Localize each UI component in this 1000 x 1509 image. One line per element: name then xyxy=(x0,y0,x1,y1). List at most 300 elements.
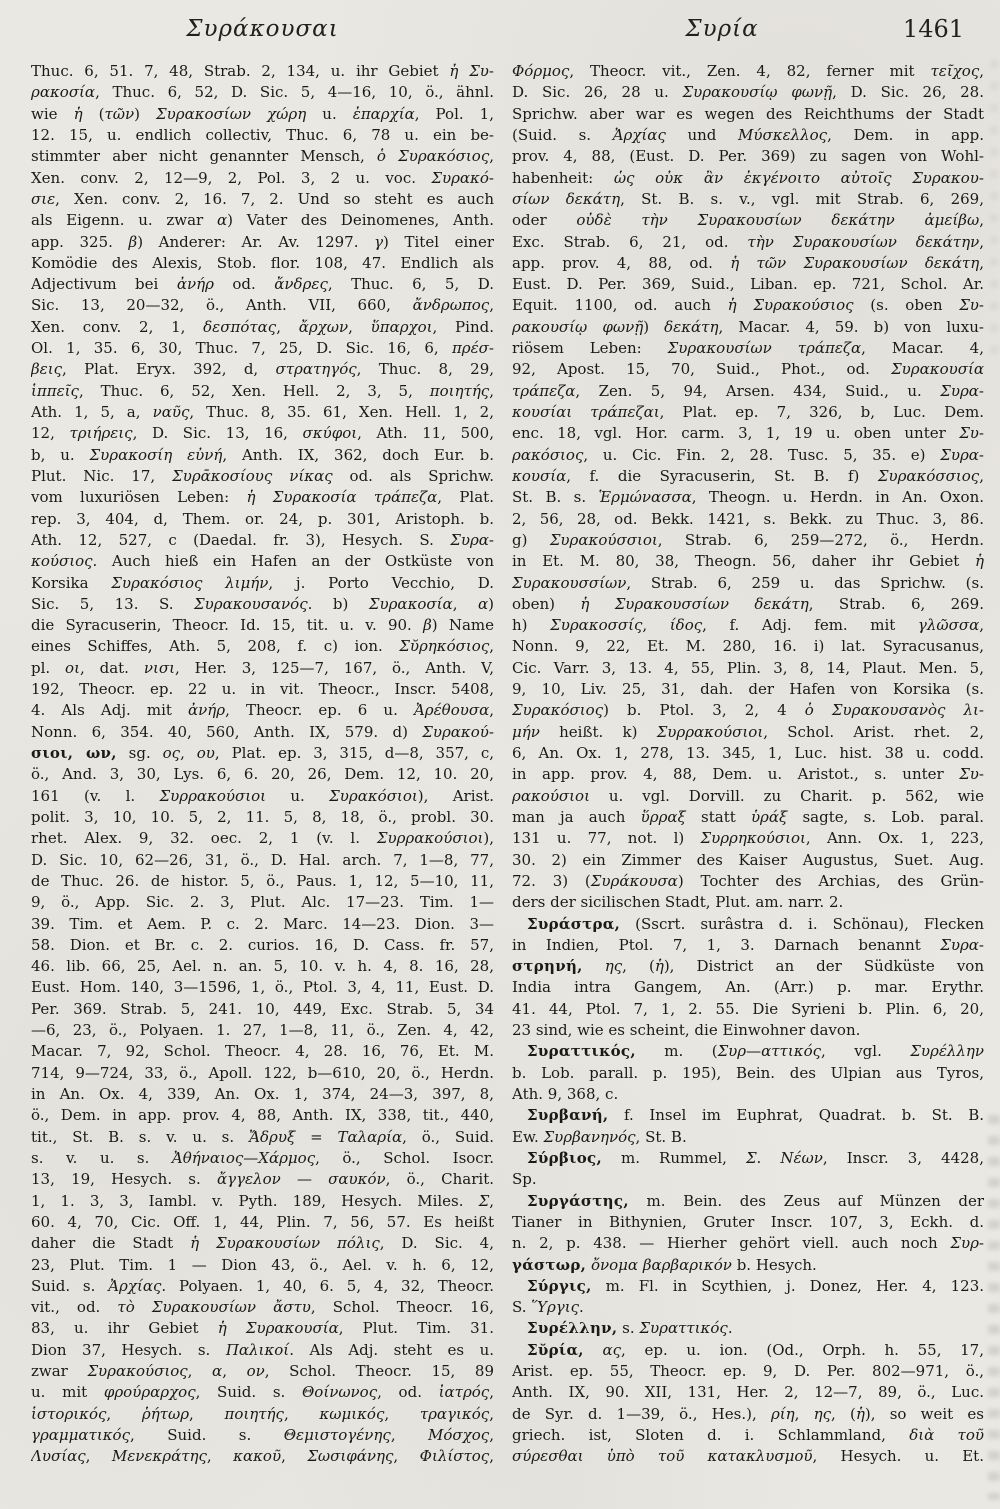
text-line: daher die Stadt ἡ Συρακουσίων πόλις, D. Sic. 4, xyxy=(31,1234,494,1253)
greek-text-run: ον xyxy=(246,1362,265,1381)
text-line: wie ἡ (τῶν) Συρακοσίων χώρη u. ἐπαρχία, Pol. 1, xyxy=(31,104,494,123)
text-line: Sic. 13, 20—32, ö., Anth. VII, 660, ἄνδρωπος, xyxy=(31,296,494,315)
greek-text-run: κακοῦ xyxy=(233,1447,282,1466)
text-line: 6, An. Ox. 1, 278, 13. 345, 1, Luc. hist. 38 u. codd. xyxy=(512,744,984,762)
entry-headword: Σύργις, xyxy=(527,1276,592,1295)
text-line: als Eigenn. u. zwar α) Vater des Deinomenes, Anth. xyxy=(31,211,494,230)
text-line: 23, Plut. Tim. 1 — Dion 43, ö., Ael. v. h. 6, 12, xyxy=(31,1255,494,1274)
greek-text-run: ἐκγένοιτο xyxy=(743,168,820,187)
greek-text-run: μήν xyxy=(512,722,540,741)
text-line: 41. 44, Ptol. 7, 1, 2. 55. Die Syrieni b. Plin. 6, 20, xyxy=(512,999,984,1018)
text-line: γάστωρ, ὄνομα βαρβαρικόν b. Hesych. xyxy=(512,1255,817,1274)
greek-text-run: Ὕργις xyxy=(531,1298,580,1317)
greek-text-run: ἡ xyxy=(73,104,83,123)
greek-text-run: Συρακού xyxy=(422,722,489,741)
greek-text-run: Σύρβιος xyxy=(527,1148,597,1167)
greek-text-run: δεκάτη xyxy=(565,189,621,208)
greek-text-run: ἡ xyxy=(654,957,664,976)
greek-text-run: α xyxy=(212,1362,223,1381)
text-line: Exc. Strab. 6, 21, od. τὴν Συρακουσίων δεκάτην, xyxy=(512,232,984,251)
text-line: Sp. xyxy=(512,1170,537,1189)
greek-text-run: βεις xyxy=(31,360,63,379)
greek-text-run: λι xyxy=(963,701,979,720)
greek-text-run: Συ xyxy=(959,765,979,784)
greek-text-run: ὡς xyxy=(613,168,635,187)
text-line: 30. 2) ein Zimmer des Kaiser Augustus, Suet. Aug. xyxy=(512,850,984,869)
greek-text-run: τράπεζαι xyxy=(590,403,660,421)
text-line: rep. 3, 404, d, Them. or. 24, p. 301, Aristoph. b. xyxy=(31,509,494,528)
text-line: βεις, Plat. Eryx. 392, d, στρατηγός, Thuc. 8, 29, xyxy=(31,360,494,379)
text-line: 12. 15, u. endlich collectiv, Thuc. 6, 78 u. ein be- xyxy=(31,125,494,144)
greek-text-run: Συ xyxy=(469,62,489,80)
text-line: in Indien, Ptol. 7, 1, 3. Darnach benannt Συρα- xyxy=(512,935,984,954)
text-line: riösem Leben: Συρακουσίων τράπεζα, Macar. 4, xyxy=(512,339,984,358)
entry-headword: Συργάστης, xyxy=(527,1191,629,1210)
text-line: s. v. u. s. Ἀθήναιος—Χάρμος, ö., Schol. Isocr. xyxy=(31,1148,494,1167)
greek-text-run: τὴν xyxy=(747,232,774,251)
greek-text-run: Συρακουσίων xyxy=(697,211,802,230)
greek-text-run: δεκάτην xyxy=(915,232,980,251)
greek-text-run: στρατηγός xyxy=(275,360,357,379)
greek-text-run: πόλις xyxy=(337,1234,380,1253)
greek-text-run: Φόρμος xyxy=(512,62,570,80)
entry-headword: σιοι, ων, xyxy=(31,744,117,762)
text-line: Tianer in Bithynien, Gruter Inscr. 107, 3, Eckh. d. xyxy=(512,1212,984,1231)
greek-text-run: β xyxy=(128,232,138,251)
text-line: Thuc. 6, 51. 7, 48, Strab. 2, 134, u. ihr Gebiet ἡ Συ- xyxy=(31,62,494,80)
greek-text-run: Συρα xyxy=(450,530,489,549)
greek-text-run: Συ xyxy=(959,296,979,315)
text-line: Λυσίας, Μενεκράτης, κακοῦ, Σωσιφάνης, Φιλίστος, xyxy=(31,1447,494,1466)
greek-text-run: τὸ xyxy=(117,1298,135,1317)
greek-text-run: σιε xyxy=(31,189,56,208)
greek-text-run: γάστωρ xyxy=(512,1255,581,1274)
text-line: D. Sic. 10, 62—26, 31, ö., D. Hal. arch. 7, 1—8, 77, xyxy=(31,850,494,869)
text-line: Xen. conv. 2, 12—9, 2, Pol. 3, 2 u. voc. Συρακό- xyxy=(31,168,494,187)
greek-text-run: ρακουσίῳ xyxy=(512,317,588,336)
text-line: Ath. 12, 527, c (Daedal. fr. 3), Hesych. S. Συρα- xyxy=(31,530,494,549)
text-line: vom luxuriösen Leben: ἡ Συρακοσία τράπεζα, Plat. xyxy=(31,488,494,507)
text-line: Ol. 1, 35. 6, 30, Thuc. 7, 25, D. Sic. 16, 6, πρέσ- xyxy=(31,339,494,358)
greek-text-run: Ἄδρυξ xyxy=(249,1127,296,1146)
text-line: Nonn. 9, 22, Et. M. 280, 16. i) lat. Syracusanus, xyxy=(512,637,984,656)
running-head-right: Συρία xyxy=(685,16,759,42)
text-line: 1, 1. 3, 3, Iambl. v. Pyth. 189, Hesych. Miles. Σ, xyxy=(31,1191,494,1210)
greek-text-run: Συρακοσία xyxy=(368,594,453,613)
greek-text-run: ἡ xyxy=(217,1319,227,1338)
greek-text-run: Φιλίστος xyxy=(419,1447,490,1466)
text-line: habenheit: ὡς οὐκ ἂν ἐκγένοιτο αὐτοῖς Συρακου- xyxy=(512,168,984,187)
text-line: oder οὐδὲ τὴν Συρακουσίων δεκάτην ἀμείβω, xyxy=(512,211,984,230)
greek-text-run: ος xyxy=(162,744,181,762)
text-line: Σῠρία, ας, ep. u. ion. (Od., Orph. h. 55, 17, xyxy=(527,1340,984,1359)
greek-text-run: σιοι xyxy=(31,744,68,762)
greek-text-run: Συρακουσανός xyxy=(194,594,308,613)
text-line: Συρακόσιος) b. Ptol. 3, 2, 4 ὁ Συρακουσανὸς λι- xyxy=(512,701,984,720)
text-line: tit., St. B. s. v. u. s. Ἄδρυξ = Ταλαρία, ö., Suid. xyxy=(31,1127,494,1146)
text-line: India intra Gangem, An. (Arr.) p. mar. Erythr. xyxy=(512,978,984,997)
greek-text-run: ὁ xyxy=(804,701,814,720)
text-line: ρακόσιος, u. Cic. Fin. 2, 28. Tusc. 5, 35. e) Συρα- xyxy=(512,445,984,464)
greek-text-run: τοῦ xyxy=(957,1426,984,1444)
greek-text-run: Σωσιφάνης xyxy=(307,1447,394,1466)
text-line: Anth. IX, 90. XII, 131, Her. 2, 12—7, 89, ö., Luc. xyxy=(512,1383,984,1402)
text-line: Per. 369. Strab. 5, 241. 10, 449, Exc. Strab. 5, 34 xyxy=(31,999,494,1018)
greek-text-run: κουσία xyxy=(512,466,567,485)
greek-text-run: Συρβανή xyxy=(527,1106,603,1125)
text-line: μήν heißt. k) Συρρακούσιοι, Schol. Arist. rhet. 2, xyxy=(512,722,984,741)
text-line: Suid. s. Ἀρχίας. Polyaen. 1, 40, 6. 5, 4, 32, Theocr. xyxy=(31,1276,494,1295)
greek-text-run: Ἀρχίας xyxy=(108,1276,162,1295)
greek-text-run: εὐνή xyxy=(187,445,223,464)
greek-text-run: ἡ xyxy=(727,296,737,315)
text-line: u. mit φρούραρχος, Suid. s. Θοίνωνος, od. ἰατρός, xyxy=(31,1383,494,1402)
text-line: Eust. Hom. 140, 3—1596, 1, ö., Ptol. 3, 4, 11, Eust. D. xyxy=(31,978,494,997)
text-line: 161 (v. l. Συρρακούσιοι u. Συρακόσιοι), Arist. xyxy=(31,786,494,805)
text-line: oben) ἡ Συρακουσσίων δεκάτη, Strab. 6, 269. xyxy=(512,594,984,613)
text-line: 192, Theocr. ep. 22 u. in vit. Theocr., Inscr. 5408, xyxy=(31,680,494,699)
greek-text-run: Συρακόσιος xyxy=(512,701,604,720)
text-line: 131 u. 77, not. l) Συρρηκούσιοι, Ann. Ox. 1, 223, xyxy=(512,829,984,848)
greek-text-run: ρακόσιος xyxy=(512,445,584,464)
greek-text-run: αττικός xyxy=(761,1042,822,1061)
greek-text-run: Συράστρα xyxy=(527,914,615,933)
entry-headword: Συρβανή, xyxy=(527,1106,609,1125)
greek-text-run: κουσίαι xyxy=(512,403,573,421)
column-left xyxy=(31,61,494,1468)
text-line: κούσιος. Auch hieß ein Hafen an der Ostküste von xyxy=(31,552,494,571)
text-line: (Suid. s. Ἀρχίας und Μύσκελλος, Dem. in app. xyxy=(512,125,984,144)
greek-text-run: Σῠρία xyxy=(527,1340,579,1359)
text-line: ö., And. 3, 30, Lys. 6, 6. 20, 26, Dem. 12, 10. 20, xyxy=(31,765,494,784)
greek-text-run: ου xyxy=(196,744,215,762)
text-line: Ath. 1, 5, a, ναῦς, Thuc. 8, 35. 61, Xen. Hell. 1, 2, xyxy=(31,403,494,421)
greek-text-run: Συρρηκούσιοι xyxy=(700,829,806,848)
greek-text-run: Συρακούσσιοι xyxy=(549,530,658,549)
greek-text-run: ἄστυ xyxy=(273,1298,311,1317)
text-line: στρηνή, ης, (ἡ), District an der Südküste von xyxy=(512,957,984,976)
text-line: eines Schiffes, Ath. 5, 208, f. c) ion. Σῠρηκόσιος, xyxy=(31,637,494,656)
greek-text-run: Συρακοσσίς xyxy=(550,616,643,635)
greek-text-run: ρακοσία xyxy=(31,83,96,102)
text-line: 46. lib. 66, 25, Ael. n. an. 5, 10. v. h. 4, 8. 16, 28, xyxy=(31,957,494,976)
entry-headword: γάστωρ, xyxy=(512,1255,587,1274)
greek-text-run: Συρα xyxy=(940,445,979,464)
greek-text-run: Ἀρχίας xyxy=(612,125,666,144)
greek-text-run: δεκάτη xyxy=(924,253,980,272)
greek-text-run: νίκας xyxy=(289,466,333,485)
greek-text-run: Ταλαρία xyxy=(337,1127,403,1146)
greek-text-run: Συρακουσίων xyxy=(151,1298,256,1317)
text-line: σιε, Xen. conv. 2, 16. 7, 2. Und so steht es auch xyxy=(31,189,494,208)
text-line: Cic. Varr. 3, 13. 4, 55, Plin. 3, 8, 14, Plaut. Men. 5, xyxy=(512,658,984,677)
greek-text-run: α xyxy=(477,594,489,613)
text-line: D. Sic. 26, 28 u. Συρακουσίῳ φωνῇ, D. Sic. 26, 28. xyxy=(512,83,984,102)
greek-text-run: ἐπαρχία xyxy=(352,104,415,123)
text-line: zwar Συρακούσιος, α, ον, Schol. Theocr. 15, 89 xyxy=(31,1362,494,1381)
text-line: 9, 10, Liv. 25, 31, dah. der Hafen von Korsika (s. xyxy=(512,680,984,699)
text-line: ders der sicilischen Stadt, Plut. am. narr. 2. xyxy=(512,893,844,912)
greek-text-run: ἂν xyxy=(703,168,724,187)
greek-text-run: ὄνομα xyxy=(590,1255,639,1274)
page-number: 1461 xyxy=(902,15,964,43)
greek-text-run: ὕρραξ xyxy=(640,807,686,826)
entry-headword: Συράστρα, xyxy=(527,914,621,933)
greek-text-run: νισι xyxy=(143,658,175,677)
greek-text-run: κωμικός xyxy=(319,1404,385,1423)
text-line: 23 sind, wie es scheint, die Einwohner davon. xyxy=(512,1021,861,1040)
text-line: κουσία, f. die Syracuserin, St. B. f) Συρακόσσιος, xyxy=(512,466,984,485)
text-line: enc. 18, vgl. Hor. carm. 3, 1, 19 u. oben unter Συ- xyxy=(512,424,984,443)
text-line: ρακοσία, Thuc. 6, 52, D. Sic. 5, 4—16, 10, ö., ähnl. xyxy=(31,83,494,102)
greek-text-run: Ἑρμώνασσα xyxy=(598,488,692,507)
text-line: 714, 9—724, 33, ö., Apoll. 122, b—610, 20, ö., Herdn. xyxy=(31,1063,494,1082)
greek-text-run: Σῠρηκόσιος xyxy=(399,637,490,656)
text-line: app. 325. β) Anderer: Ar. Av. 1297. γ) Titel einer xyxy=(31,232,494,251)
greek-text-run: Θοίνωνος xyxy=(301,1383,378,1402)
greek-text-run: οὐδὲ xyxy=(576,211,612,230)
greek-text-run: Σύργις xyxy=(527,1276,587,1295)
text-line: S. Ὕργις. xyxy=(512,1298,584,1317)
greek-text-run: ἡ xyxy=(855,1404,865,1423)
text-line: Sic. 5, 13. S. Συρακουσανός. b) Συρακοσία, α) xyxy=(31,594,494,613)
greek-text-run: Συρέλλην xyxy=(910,1042,984,1061)
greek-text-run: φωνῇ xyxy=(602,317,644,336)
greek-text-run: Συρακουσία xyxy=(245,1319,339,1338)
greek-text-run: Συραττικός xyxy=(527,1042,631,1061)
text-line: man ja auch ὕρραξ statt ὑράξ sagte, s. Lob. paral. xyxy=(512,807,984,826)
greek-text-run: Σ xyxy=(478,1191,490,1210)
text-line: Plut. Nic. 17, Συρᾱκοσίους νίκας od. als Sprichw. xyxy=(31,466,494,485)
greek-text-run: ἱστορικός xyxy=(31,1404,107,1423)
greek-text-run: Συρακοσίη xyxy=(89,445,173,464)
scan-bleed-artifact xyxy=(988,1115,1000,1500)
text-line: σύρεσθαι ὑπὸ τοῦ κατακλυσμοῦ, Hesych. u. Et. xyxy=(512,1447,984,1466)
greek-text-run: Συρα xyxy=(940,935,979,954)
greek-text-run: οὐκ xyxy=(655,168,684,187)
text-line: Σύργις, m. Fl. in Scythien, j. Donez, Her. 4, 123. xyxy=(527,1276,984,1295)
greek-text-run: ρακούσιοι xyxy=(512,786,590,805)
greek-text-run: Συρακουσίων xyxy=(803,253,908,272)
greek-text-run: Συρ xyxy=(717,1042,747,1061)
text-line: Dion 37, Hesych. s. Παλικοί. Als Adj. steht es u. xyxy=(31,1340,494,1359)
entry-headword: Συραττικός, xyxy=(527,1042,636,1061)
greek-text-run: α xyxy=(216,211,228,230)
greek-text-run: ἰατρός xyxy=(438,1383,490,1402)
text-line: ἱστορικός, ῥήτωρ, ποιητής, κωμικός, τραγικός, xyxy=(31,1404,494,1423)
text-line: Equit. 1100, od. auch ἡ Συρακούσιος (s. oben Συ- xyxy=(512,296,984,315)
greek-text-run: ἄρχων xyxy=(298,317,349,336)
text-line: ö., Dem. in app. prov. 4, 88, Anth. IX, 338, tit., 440, xyxy=(31,1106,494,1125)
greek-text-run: ἄγγελον xyxy=(216,1170,281,1189)
text-line: 60. 4, 70, Cic. Off. 1, 44, Plin. 7, 56, 57. Es heißt xyxy=(31,1212,494,1231)
greek-text-run: Συρακουσίων xyxy=(792,232,897,251)
greek-text-run: τριήρεις xyxy=(69,424,133,443)
greek-text-run: ποιητής xyxy=(429,381,490,400)
entry-headword: Σῠρία, xyxy=(527,1340,584,1359)
greek-text-run: ῥήτωρ xyxy=(141,1404,190,1423)
greek-text-run: Συρακοσία xyxy=(272,488,357,507)
greek-text-run: ἡ xyxy=(730,253,740,272)
greek-text-run: ἄνδρες xyxy=(274,275,328,294)
greek-text-run: Συρακόσιος xyxy=(398,147,490,166)
text-line: de Syr. d. 1—39, ö., Hes.), ρίη, ης, (ἡ), so weit es xyxy=(512,1404,984,1423)
greek-text-run: ὑράξ xyxy=(750,807,788,826)
greek-text-run: ης xyxy=(604,957,623,976)
greek-text-run: Νέων xyxy=(780,1148,823,1167)
greek-text-run: σκύφοι xyxy=(302,424,358,443)
greek-text-run: ἱππεῖς xyxy=(31,381,79,400)
greek-text-run: χώρη xyxy=(267,104,307,123)
greek-text-run: κατακλυσμοῦ xyxy=(707,1447,813,1466)
greek-text-run: τῶν xyxy=(104,104,135,123)
text-line: n. 2, p. 438. — Hierher gehört viell. auch noch Συρ- xyxy=(512,1234,984,1253)
greek-text-run: Συράκουσα xyxy=(590,871,678,890)
greek-text-run: Συρακουσίῳ xyxy=(682,83,778,102)
greek-text-run: ποιητής xyxy=(224,1404,284,1423)
greek-text-run: Συρακου xyxy=(912,168,979,187)
greek-text-run: φωνῇ xyxy=(791,83,833,102)
column-right xyxy=(512,61,984,1468)
greek-text-run: Παλικοί xyxy=(225,1340,290,1359)
text-line: Συργάστης, m. Bein. des Zeus auf Münzen der xyxy=(527,1191,984,1210)
text-line: prov. 4, 88, (Eust. D. Per. 369) zu sagen von Wohl- xyxy=(512,147,984,166)
greek-text-run: τῶν xyxy=(756,253,787,272)
greek-text-run: Συρα xyxy=(940,381,979,400)
text-line: Ath. 9, 368, c. xyxy=(512,1085,619,1103)
greek-text-run: ης xyxy=(813,1404,832,1423)
greek-text-run: Θεμιστογένης xyxy=(283,1426,391,1444)
greek-text-run: Συρακόσιοι xyxy=(329,786,418,805)
text-line: Σύρβιος, m. Rummel, Σ. Νέων, Inscr. 3, 4428, xyxy=(527,1148,984,1167)
text-line: app. prov. 4, 88, od. ἡ τῶν Συρακουσίων δεκάτη, xyxy=(512,253,984,272)
greek-text-run: Συραττικός xyxy=(639,1319,728,1338)
greek-text-run: Συρακόσιος xyxy=(111,573,203,592)
text-line: 2, 56, 28, od. Bekk. 1421, s. Bekk. zu Thuc. 3, 86. xyxy=(512,509,984,528)
greek-text-run: σαυκόν xyxy=(328,1170,386,1189)
text-line: Eust. D. Per. 369, Suid., Liban. ep. 721, Schol. Ar. xyxy=(512,275,984,294)
greek-text-run: ίδος xyxy=(669,616,703,635)
greek-text-run: αὐτοῖς xyxy=(840,168,892,187)
greek-text-run: δεκάτην xyxy=(831,211,895,230)
text-line: Komödie des Alexis, Stob. flor. 108, 47. Endlich als xyxy=(31,253,494,272)
entry-headword: Συρέλλην, xyxy=(527,1319,618,1338)
text-line: pl. οι, dat. νισι, Her. 3, 125—7, 167, ö., Anth. V, xyxy=(31,658,494,677)
greek-text-run: Συρακουσίων xyxy=(667,339,772,358)
greek-text-run: Μενεκράτης xyxy=(111,1447,207,1466)
greek-text-run: ρίη xyxy=(770,1404,795,1423)
text-line: 12, τριήρεις, D. Sic. 13, 16, σκύφοι, Ath. 11, 500, xyxy=(31,424,494,443)
text-line: polit. 3, 10, 10. 5, 2, 11. 5, 8, 18, ö., probl. 30. xyxy=(31,807,494,826)
greek-text-run: Συρρακούσιοι xyxy=(159,786,267,805)
greek-text-run: Συρρακούσιοι xyxy=(656,722,764,741)
text-line: 58. Dion. et Br. c. 2. curios. 16, D. Cass. fr. 57, xyxy=(31,935,494,954)
greek-text-run: φρούραρχος xyxy=(103,1383,196,1402)
greek-text-run: Συρακό xyxy=(431,168,489,187)
greek-text-run: Σ xyxy=(745,1148,757,1167)
text-line: rhet. Alex. 9, 32. oec. 2, 1 (v. l. Συρρακούσιοι), xyxy=(31,829,494,848)
text-line: 83, u. ihr Gebiet ἡ Συρακουσία, Plut. Tim. 31. xyxy=(31,1319,494,1338)
greek-text-run: Συρ xyxy=(950,1234,979,1253)
text-line: b, u. Συρακοσίη εὐνή, Anth. IX, 362, doch Eur. b. xyxy=(31,445,494,464)
greek-text-run: πρέσ xyxy=(451,339,489,358)
greek-text-run: δεσπότας xyxy=(203,317,277,336)
text-line: σίων δεκάτη, St. B. s. v., vgl. mit Strab. 6, 269, xyxy=(512,189,984,208)
greek-text-run: τεῖχος xyxy=(930,62,980,80)
text-line: g) Συρακούσσιοι, Strab. 6, 259—272, ö., Herdn. xyxy=(512,530,984,549)
text-line: Adjectivum bei ἀνήρ od. ἄνδρες, Thuc. 6, 5, D. xyxy=(31,275,494,294)
greek-text-run: Συρβανηνός xyxy=(543,1127,636,1146)
scan-bleed-artifact xyxy=(990,60,998,360)
greek-text-run: γραμματικός xyxy=(31,1426,130,1444)
text-line: Φόρμος, Theocr. vit., Zen. 4, 82, ferner mit τεῖχος, xyxy=(512,62,984,80)
text-line: in An. Ox. 4, 339, An. Ox. 1, 374, 24—3, 397, 8, xyxy=(31,1085,494,1103)
greek-text-run: ων xyxy=(85,744,112,762)
entry-headword: Σύρβιος, xyxy=(527,1148,602,1167)
text-line: Συρέλλην, s. Συραττικός. xyxy=(527,1319,733,1338)
greek-text-run: ὁ xyxy=(376,147,386,166)
greek-text-run: ἀνήρ xyxy=(188,701,226,720)
greek-text-run: σύρεσθαι xyxy=(512,1447,584,1466)
text-line: Arist. ep. 55, Theocr. ep. 9, D. Per. 802—971, ö., xyxy=(512,1362,984,1381)
text-line: ρακουσίῳ φωνῇ) δεκάτη, Macar. 4, 59. b) von luxu- xyxy=(512,317,984,336)
greek-text-run: Συρακουσσίων xyxy=(512,573,627,592)
greek-text-run: τραγικός xyxy=(419,1404,490,1423)
greek-text-run: Συρακοσίων xyxy=(156,104,252,123)
greek-text-run: Συρακούσιος xyxy=(87,1362,188,1381)
greek-text-run: στρηνή xyxy=(512,957,578,976)
text-line: St. B. s. Ἑρμώνασσα, Theogn. u. Herdn. in An. Oxon. xyxy=(512,488,984,507)
greek-text-run: Ἀθήναιος xyxy=(171,1148,244,1167)
greek-text-run: τοῦ xyxy=(657,1447,685,1466)
text-line: ρακούσιοι u. vgl. Dorvill. zu Charit. p. 562, wie xyxy=(512,786,984,805)
text-line: Nonn. 6, 354. 40, 560, Anth. IX, 579. d) Συρακού- xyxy=(31,722,494,741)
greek-text-run: Λυσίας xyxy=(31,1447,86,1466)
greek-text-run: Συρακουσσίων xyxy=(614,594,730,613)
greek-text-run: δεκάτη xyxy=(664,317,719,336)
greek-text-run: ἡ xyxy=(449,62,459,80)
greek-text-run: Συρακούσιος xyxy=(753,296,854,315)
text-line: 92, Apost. 15, 70, Suid., Phot., od. Συρακουσία xyxy=(512,360,984,379)
greek-text-run: γ xyxy=(374,232,384,251)
greek-text-run: β xyxy=(423,616,432,635)
greek-text-run: Συργάστης xyxy=(527,1191,624,1210)
text-line: Συρακουσσίων, Strab. 6, 259 u. das Sprichw. (s. xyxy=(512,573,984,592)
text-line: 4. Als Adj. mit ἀνήρ, Theocr. ep. 6 u. Ἀρέθουσα, xyxy=(31,701,494,720)
greek-text-run: δεκάτη xyxy=(754,594,809,613)
text-line: τράπεζα, Zen. 5, 94, Arsen. 434, Suid., u. Συρα- xyxy=(512,381,984,400)
text-line: 13, 19, Hesych. s. ἄγγελον — σαυκόν, ö., Charit. xyxy=(31,1170,494,1189)
greek-text-run: Μύσκελλος xyxy=(738,125,828,144)
text-line: in app. prov. 4, 88, Dem. u. Aristot., s. unter Συ- xyxy=(512,765,984,784)
greek-text-run: ὕπαρχοι xyxy=(370,317,433,336)
greek-text-run: ἡ xyxy=(190,1234,200,1253)
greek-text-run: Συρακουσανὸς xyxy=(831,701,946,720)
greek-text-run: ἀμείβω xyxy=(924,211,980,230)
text-line: h) Συρακοσσίς, ίδος, f. Adj. fem. mit γλῶσσα, xyxy=(512,616,984,635)
greek-text-run: ἡ xyxy=(580,594,590,613)
text-line: stimmter aber nicht genannter Mensch, ὁ Συρακόσιος, xyxy=(31,147,494,166)
greek-text-run: Ἀρέθουσα xyxy=(413,701,490,720)
greek-text-run: κούσιος xyxy=(31,552,93,571)
text-line: Ew. Συρβανηνός, St. B. xyxy=(512,1127,687,1146)
text-line: 39. Tim. et Aem. P. c. 2. Marc. 14—23. Dion. 3— xyxy=(31,914,494,933)
greek-text-run: ἡ xyxy=(975,552,984,571)
text-line: in Et. M. 80, 38, Theogn. 56, daher ihr Gebiet ἡ xyxy=(512,552,984,571)
text-line: Korsika Συρακόσιος λιμήν, j. Porto Vecchio, D. xyxy=(31,573,494,592)
greek-text-run: ας xyxy=(602,1340,622,1359)
greek-text-run: ἀνήρ xyxy=(176,275,214,294)
